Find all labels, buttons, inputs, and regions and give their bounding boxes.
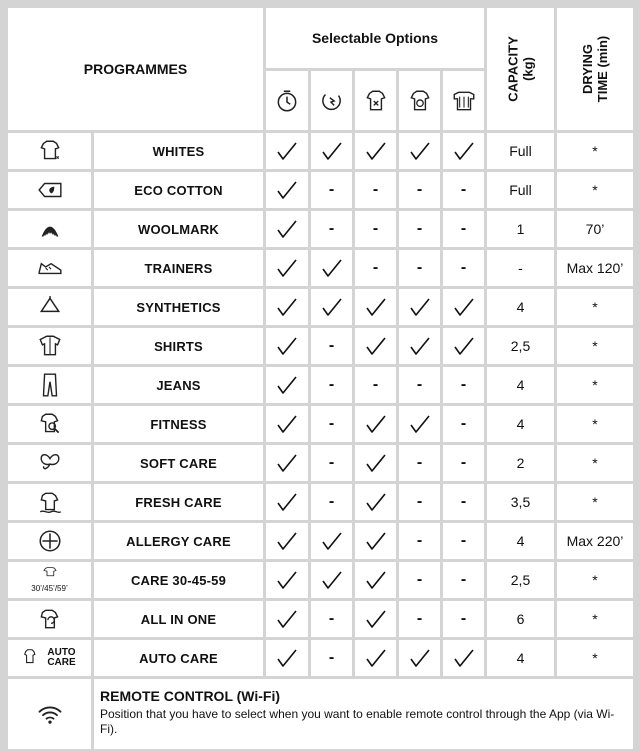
option-cell	[266, 367, 308, 403]
dash-mark: -	[416, 454, 423, 471]
drying-time-header-label	[580, 36, 610, 102]
capacity-unit: (kg)	[520, 57, 536, 81]
check-mark-icon	[276, 492, 298, 512]
programme-name-cell	[94, 367, 263, 403]
dash-mark: -	[416, 259, 423, 276]
option-cell	[266, 289, 308, 325]
dash-mark: -	[460, 376, 467, 393]
check-mark-icon	[365, 609, 387, 629]
capacity-cell	[487, 445, 554, 481]
check-mark-icon	[409, 141, 431, 161]
check-mark-icon	[321, 258, 343, 278]
option-cell	[443, 523, 484, 559]
drying-time-value: *	[592, 416, 598, 432]
capacity-cell	[487, 328, 554, 364]
option-cell	[355, 601, 396, 637]
option-header-3	[355, 71, 396, 130]
dash-mark: -	[460, 454, 467, 471]
option-cell	[311, 523, 352, 559]
option-cell	[311, 211, 352, 247]
option-cell	[399, 133, 440, 169]
auto-care-icon	[22, 647, 44, 669]
programme-name-cell	[94, 484, 263, 520]
shirt-icon	[36, 333, 64, 359]
programme-name-cell	[94, 328, 263, 364]
option-cell	[266, 172, 308, 208]
check-mark-icon	[365, 570, 387, 590]
option-cell	[355, 172, 396, 208]
drying-time-cell	[557, 250, 633, 286]
drying-time-cell	[557, 211, 633, 247]
drying-time-cell	[557, 445, 633, 481]
check-mark-icon	[276, 531, 298, 551]
dash-mark: -	[416, 610, 423, 627]
capacity-cell	[487, 133, 554, 169]
check-mark-icon	[321, 570, 343, 590]
check-mark-icon	[453, 141, 475, 161]
option-cell	[399, 562, 440, 598]
programme-name: ALL IN ONE	[140, 611, 217, 627]
option-cell	[355, 211, 396, 247]
drying-title: DRYING	[580, 43, 595, 95]
programme-name: TRAINERS	[144, 260, 213, 276]
remote-icon-cell	[8, 679, 91, 749]
programme-name: AUTO CARE	[139, 650, 218, 666]
programme-name-cell	[94, 133, 263, 169]
whites-shirt-icon	[36, 138, 64, 164]
option-cell	[399, 523, 440, 559]
check-mark-icon	[409, 297, 431, 317]
programme-icon-cell	[8, 445, 91, 481]
dash-mark: -	[328, 337, 335, 354]
remote-control-description: Position that you have to select when you want to enable remote control through the App (via Wi-Fi).	[100, 707, 615, 736]
option-cell	[443, 172, 484, 208]
programme-icon-cell	[8, 406, 91, 442]
check-mark-icon	[276, 375, 298, 395]
option-cell	[399, 640, 440, 676]
option-cell	[355, 484, 396, 520]
dash-mark: -	[460, 571, 467, 588]
dash-mark: -	[460, 415, 467, 432]
dash-mark: -	[460, 493, 467, 510]
dash-mark: -	[328, 220, 335, 237]
programme-name: ECO COTTON	[134, 182, 223, 198]
check-mark-icon	[365, 648, 387, 668]
remote-control-cell	[94, 679, 633, 749]
capacity-cell	[487, 172, 554, 208]
drying-time-cell	[557, 133, 633, 169]
drying-title-line2: TIME (min)	[595, 35, 610, 103]
check-mark-icon	[276, 648, 298, 668]
remote-control-title: REMOTE CONTROL (Wi-Fi)	[100, 688, 281, 704]
drying-time-value: *	[592, 572, 598, 588]
programme-icon-cell	[8, 211, 91, 247]
drying-time-cell	[557, 562, 633, 598]
check-mark-icon	[453, 297, 475, 317]
option-cell	[443, 367, 484, 403]
capacity-cell	[487, 211, 554, 247]
option-cell	[266, 250, 308, 286]
drying-time-cell	[557, 367, 633, 403]
capacity-value: 2	[516, 455, 525, 471]
check-mark-icon	[276, 180, 298, 200]
option-cell	[311, 367, 352, 403]
dash-mark: -	[416, 532, 423, 549]
programme-name: WHITES	[152, 143, 205, 159]
drying-time-value: *	[592, 143, 598, 159]
programmes-header	[8, 8, 263, 130]
synthetics-icon	[36, 294, 64, 320]
allergy-care-icon	[36, 528, 64, 554]
dash-mark: -	[416, 493, 423, 510]
programme-name-cell	[94, 172, 263, 208]
check-mark-icon	[365, 414, 387, 434]
dash-mark: -	[460, 181, 467, 198]
woolmark-icon	[36, 216, 64, 242]
fitness-shirt-icon	[36, 411, 64, 437]
programme-name-cell	[94, 640, 263, 676]
dash-mark: -	[328, 493, 335, 510]
programme-name: ALLERGY CARE	[126, 533, 231, 549]
option-cell	[266, 211, 308, 247]
drying-time-value: *	[592, 377, 598, 393]
dash-mark: -	[328, 415, 335, 432]
dash-mark: -	[416, 181, 423, 198]
option-cell	[355, 640, 396, 676]
check-mark-icon	[276, 219, 298, 239]
butterfly-icon	[36, 450, 64, 476]
programme-name: FRESH CARE	[135, 494, 222, 510]
capacity-value: 4	[516, 416, 525, 432]
drying-time-value: 70’	[585, 221, 605, 237]
dash-mark: -	[416, 571, 423, 588]
drying-time-value: Max 120’	[566, 260, 624, 276]
dash-mark: -	[328, 181, 335, 198]
care-30-45-59-icon	[39, 566, 61, 584]
option-cell	[311, 640, 352, 676]
capacity-value: Full	[509, 143, 532, 159]
drying-time-value: *	[592, 494, 598, 510]
programme-icon-cell	[8, 367, 91, 403]
programme-name: FITNESS	[150, 416, 207, 432]
check-mark-icon	[409, 414, 431, 434]
option-cell	[311, 250, 352, 286]
capacity-value: 2,5	[510, 338, 531, 354]
option-cell	[311, 484, 352, 520]
check-mark-icon	[276, 453, 298, 473]
capacity-cell	[487, 523, 554, 559]
option-cell	[443, 211, 484, 247]
check-mark-icon	[365, 141, 387, 161]
check-mark-icon	[453, 648, 475, 668]
programme-name: CARE 30-45-59	[130, 572, 227, 588]
programme-name-cell	[94, 406, 263, 442]
capacity-value: -	[518, 260, 523, 276]
option-cell	[266, 328, 308, 364]
option-cell	[311, 601, 352, 637]
programme-icon-text: AUTO CARE	[47, 647, 76, 668]
option-cell	[266, 445, 308, 481]
drying-time-value: *	[592, 455, 598, 471]
option-header-2	[311, 71, 352, 130]
option-cell	[355, 523, 396, 559]
drying-time-cell	[557, 523, 633, 559]
option-cell	[399, 250, 440, 286]
check-mark-icon	[276, 297, 298, 317]
programme-icon-cell	[8, 250, 91, 286]
option-cell	[443, 250, 484, 286]
check-mark-icon	[276, 570, 298, 590]
dash-mark: -	[460, 532, 467, 549]
trainer-shoe-icon	[36, 255, 64, 281]
capacity-cell	[487, 406, 554, 442]
dash-mark: -	[372, 220, 379, 237]
drying-time-value: Max 220’	[566, 533, 624, 549]
drying-time-cell	[557, 289, 633, 325]
programme-name-cell	[94, 523, 263, 559]
dash-mark: -	[328, 649, 335, 666]
capacity-value: 4	[516, 650, 525, 666]
programme-icon-cell	[8, 601, 91, 637]
drying-time-cell	[557, 640, 633, 676]
all-in-one-icon	[36, 606, 64, 632]
programme-icon-cell	[8, 172, 91, 208]
programme-name: SYNTHETICS	[136, 299, 221, 315]
option-cell	[355, 367, 396, 403]
programme-name-cell	[94, 211, 263, 247]
capacity-value: 4	[516, 299, 525, 315]
option-cell	[355, 328, 396, 364]
capacity-value: 1	[516, 221, 525, 237]
check-mark-icon	[365, 453, 387, 473]
option-cell	[443, 562, 484, 598]
programme-name-cell	[94, 601, 263, 637]
option-cell	[443, 445, 484, 481]
capacity-value: 6	[516, 611, 525, 627]
check-mark-icon	[365, 297, 387, 317]
option-cell	[443, 601, 484, 637]
programme-name: SHIRTS	[154, 338, 203, 354]
capacity-header	[487, 8, 554, 130]
option-cell	[399, 445, 440, 481]
option-cell	[443, 406, 484, 442]
option-cell	[311, 172, 352, 208]
option-cell	[355, 445, 396, 481]
dash-mark: -	[460, 610, 467, 627]
capacity-cell	[487, 640, 554, 676]
iron-icon	[451, 88, 477, 114]
eco-label-icon	[36, 177, 64, 203]
option-cell	[266, 562, 308, 598]
option-cell	[443, 484, 484, 520]
programme-icon-cell	[8, 640, 91, 676]
programme-name: SOFT CARE	[140, 455, 217, 471]
check-mark-icon	[409, 336, 431, 356]
timer-icon	[274, 88, 300, 114]
option-cell	[399, 211, 440, 247]
programme-name-cell	[94, 445, 263, 481]
option-cell	[266, 133, 308, 169]
capacity-value: Full	[509, 182, 532, 198]
option-cell	[266, 640, 308, 676]
option-cell	[399, 484, 440, 520]
capacity-cell	[487, 601, 554, 637]
drying-time-value: *	[592, 182, 598, 198]
option-cell	[443, 289, 484, 325]
drying-time-cell	[557, 406, 633, 442]
programme-icon-cell	[8, 562, 91, 598]
dash-mark: -	[328, 610, 335, 627]
capacity-value: 4	[516, 533, 525, 549]
programme-icon-cell	[8, 328, 91, 364]
option-cell	[355, 562, 396, 598]
programme-name-cell	[94, 562, 263, 598]
drying-time-cell	[557, 172, 633, 208]
option-cell	[399, 289, 440, 325]
check-mark-icon	[321, 531, 343, 551]
option-cell	[399, 601, 440, 637]
option-cell	[266, 601, 308, 637]
programme-icon-cell	[8, 289, 91, 325]
option-cell	[355, 133, 396, 169]
capacity-value: 2,5	[510, 572, 531, 588]
option-header-4	[399, 71, 440, 130]
option-cell	[355, 406, 396, 442]
option-cell	[399, 406, 440, 442]
programme-icon-text: 30’/45’/59’	[31, 584, 68, 593]
capacity-value: 4	[516, 377, 525, 393]
check-mark-icon	[453, 336, 475, 356]
programme-name-cell	[94, 250, 263, 286]
drying-time-cell	[557, 328, 633, 364]
programme-icon-cell	[8, 133, 91, 169]
dash-mark: -	[460, 259, 467, 276]
programme-icon-cell	[8, 484, 91, 520]
option-cell	[443, 133, 484, 169]
check-mark-icon	[276, 141, 298, 161]
drying-time-value: *	[592, 611, 598, 627]
dash-mark: -	[372, 181, 379, 198]
programme-name: WOOLMARK	[137, 221, 220, 237]
option-cell	[355, 250, 396, 286]
check-mark-icon	[276, 609, 298, 629]
option-header-1	[266, 71, 308, 130]
rapid-icon	[319, 88, 345, 114]
option-cell	[311, 445, 352, 481]
dash-mark: -	[460, 220, 467, 237]
check-mark-icon	[276, 414, 298, 434]
wifi-icon	[35, 700, 65, 728]
option-cell	[399, 367, 440, 403]
capacity-cell	[487, 367, 554, 403]
dash-mark: -	[416, 376, 423, 393]
drying-time-cell	[557, 601, 633, 637]
jeans-icon	[36, 372, 64, 398]
programme-name-cell	[94, 289, 263, 325]
capacity-cell	[487, 289, 554, 325]
check-mark-icon	[276, 258, 298, 278]
option-cell	[311, 289, 352, 325]
option-cell	[399, 172, 440, 208]
fresh-care-icon	[36, 489, 64, 515]
check-mark-icon	[409, 648, 431, 668]
check-mark-icon	[365, 336, 387, 356]
dash-mark: -	[416, 220, 423, 237]
stain-icon	[363, 88, 389, 114]
option-cell	[355, 289, 396, 325]
check-mark-icon	[365, 531, 387, 551]
check-mark-icon	[321, 297, 343, 317]
option-cell	[399, 328, 440, 364]
programme-name: JEANS	[156, 377, 201, 393]
option-cell	[311, 562, 352, 598]
drying-time-value: *	[592, 338, 598, 354]
dash-mark: -	[328, 454, 335, 471]
drying-time-header	[557, 8, 633, 130]
option-cell	[443, 640, 484, 676]
programmes-header-label: PROGRAMMES	[83, 61, 188, 77]
option-header-5	[443, 71, 484, 130]
capacity-title: CAPACITY	[505, 36, 521, 102]
check-mark-icon	[365, 492, 387, 512]
drying-time-value: *	[592, 650, 598, 666]
capacity-value: 3,5	[510, 494, 531, 510]
selectable-options-header	[266, 8, 484, 68]
drying-time-cell	[557, 484, 633, 520]
check-mark-icon	[276, 336, 298, 356]
dash-mark: -	[372, 376, 379, 393]
capacity-cell	[487, 562, 554, 598]
option-cell	[311, 328, 352, 364]
option-cell	[311, 406, 352, 442]
drying-time-value: *	[592, 299, 598, 315]
check-mark-icon	[321, 141, 343, 161]
option-cell	[443, 328, 484, 364]
capacity-cell	[487, 250, 554, 286]
capacity-header-label	[505, 36, 535, 101]
capacity-cell	[487, 484, 554, 520]
hygiene-icon	[407, 88, 433, 114]
option-cell	[311, 133, 352, 169]
programme-icon-cell	[8, 523, 91, 559]
dash-mark: -	[328, 376, 335, 393]
dash-mark: -	[372, 259, 379, 276]
option-cell	[266, 406, 308, 442]
option-cell	[266, 523, 308, 559]
selectable-options-label: Selectable Options	[311, 30, 439, 46]
option-cell	[266, 484, 308, 520]
